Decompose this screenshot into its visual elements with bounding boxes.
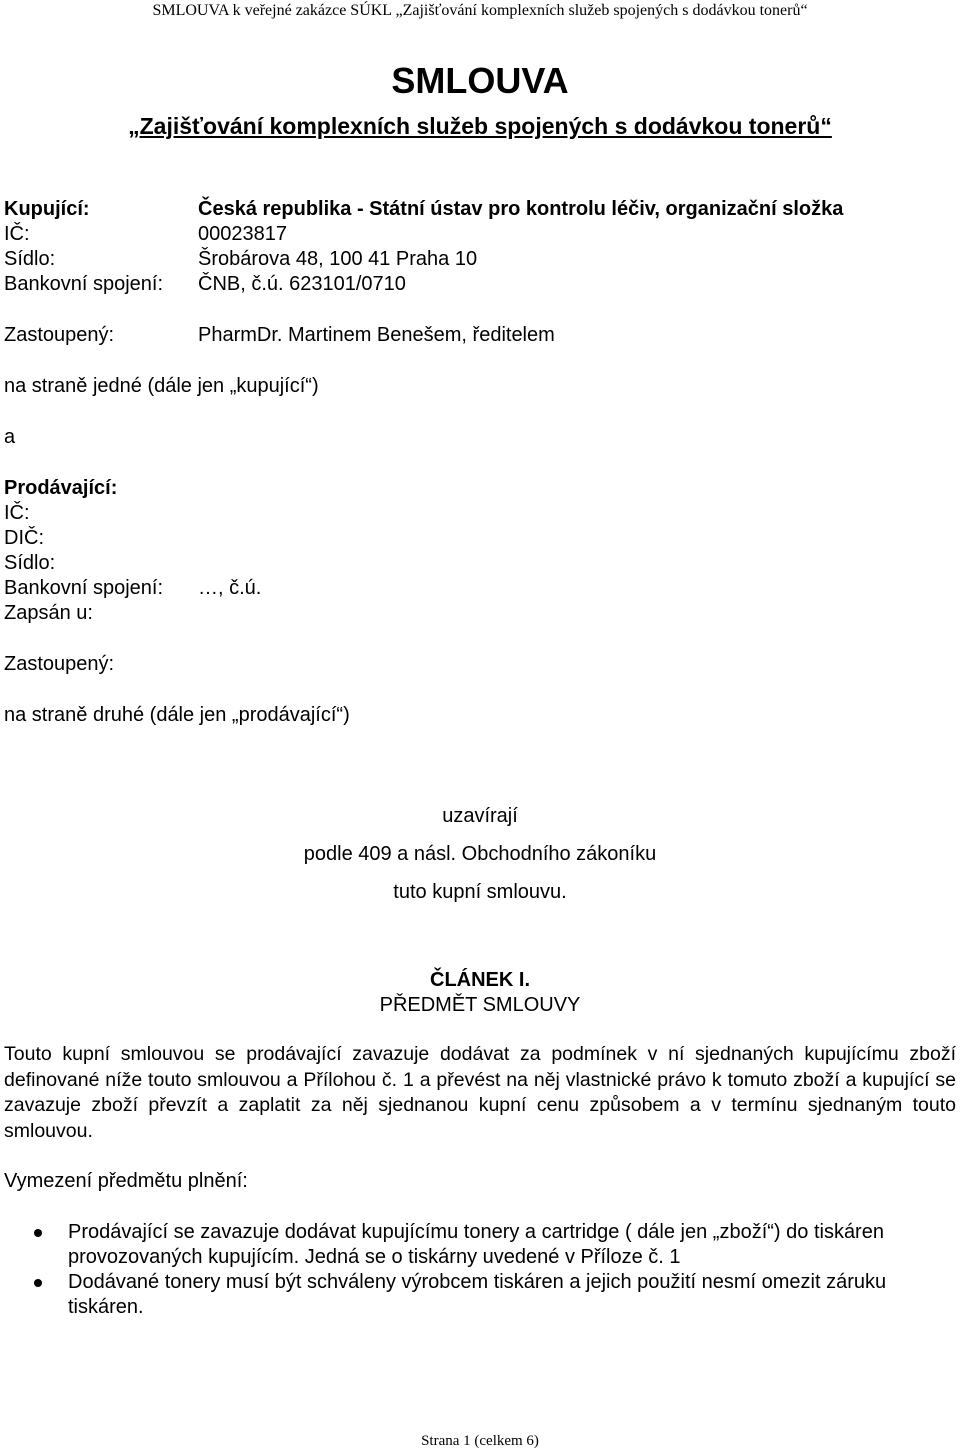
buyer-ic-label: IČ: (4, 223, 30, 245)
seller-bank-label: Bankovní spojení: (4, 577, 163, 599)
buyer-ic: 00023817 (198, 223, 287, 245)
list-item (0, 1270, 898, 1320)
seller-bank: …, č.ú. (198, 577, 262, 599)
seller-rep-label: Zastoupený: (4, 653, 115, 675)
bullet-icon (34, 1229, 42, 1237)
article-paragraph: Touto kupní smlouvou se prodávající zavazuje dodávat za podmínek v ní sjednaných kupujícímu zboží definované níže touto smlouvou a Přílohou č. 1 a převést na něj vlastnické právo k tomuto zboží a kupující se zavazuje zboží převzít a zaplatit za něj sjednanou kupní cenu způsobem a v termínu sjednaným touto smlouvou. (4, 1043, 956, 1142)
buyer-rep-label: Zastoupený: (4, 324, 115, 346)
list-item-text: Dodávané tonery musí být schváleny výrobcem tiskáren a jejich použití nesmí omezit záruku tiskáren. (68, 1271, 887, 1318)
seller-party-line: na straně druhé (dále jen „prodávající“) (4, 704, 350, 726)
bullet-icon (34, 1279, 42, 1287)
preamble-line-3: tuto kupní smlouvu. (393, 881, 567, 903)
buyer-seat-label: Sídlo: (4, 248, 56, 270)
buyer-name: Česká republika - Státní ústav pro kontrolu léčiv, organizační složka (198, 198, 844, 220)
list-item (0, 1220, 898, 1270)
preamble-line-1: uzavírají (442, 805, 518, 827)
buyer-bank-label: Bankovní spojení: (4, 273, 163, 295)
and-connector: a (4, 426, 16, 448)
scope-list (0, 1220, 960, 1320)
seller-dic-label: DIČ: (4, 527, 44, 549)
buyer-rep: PharmDr. Martinem Benešem, ředitelem (198, 324, 555, 346)
subtitle-text: „Zajišťování komplexních služeb spojených s dodávkou tonerů“ (128, 113, 832, 139)
buyer-bank: ČNB, č.ú. 623101/0710 (198, 273, 406, 295)
seller-seat-label: Sídlo: (4, 552, 56, 574)
seller-ic-label: IČ: (4, 502, 30, 524)
page-footer: Strana 1 (celkem 6) (421, 1433, 539, 1449)
article-heading: PŘEDMĚT SMLOUVY (379, 994, 581, 1016)
buyer-party-line: na straně jedné (dále jen „kupující“) (4, 375, 319, 397)
scope-label: Vymezení předmětu plnění: (4, 1170, 248, 1192)
document-subtitle (0, 113, 960, 140)
preamble-line-2: podle 409 a násl. Obchodního zákoníku (303, 843, 657, 865)
article-number: ČLÁNEK I. (430, 969, 530, 991)
running-header: SMLOUVA k veřejné zakázce SÚKL „Zajišťování komplexních služeb spojených s dodávkou tonerů“ (152, 2, 808, 19)
buyer-label: Kupující: (4, 198, 90, 220)
seller-label: Prodávající: (4, 477, 118, 499)
seller-registered-label: Zapsán u: (4, 602, 93, 624)
buyer-seat: Šrobárova 48, 100 41 Praha 10 (198, 248, 478, 270)
document-title: SMLOUVA (391, 60, 569, 101)
list-item-text: Prodávající se zavazuje dodávat kupujícímu tonery a cartridge ( dále jen „zboží“) do tiskáren provozovaných kupujícím. Jedná se o tiskárny uvedené v Příloze č. 1 (68, 1221, 884, 1268)
